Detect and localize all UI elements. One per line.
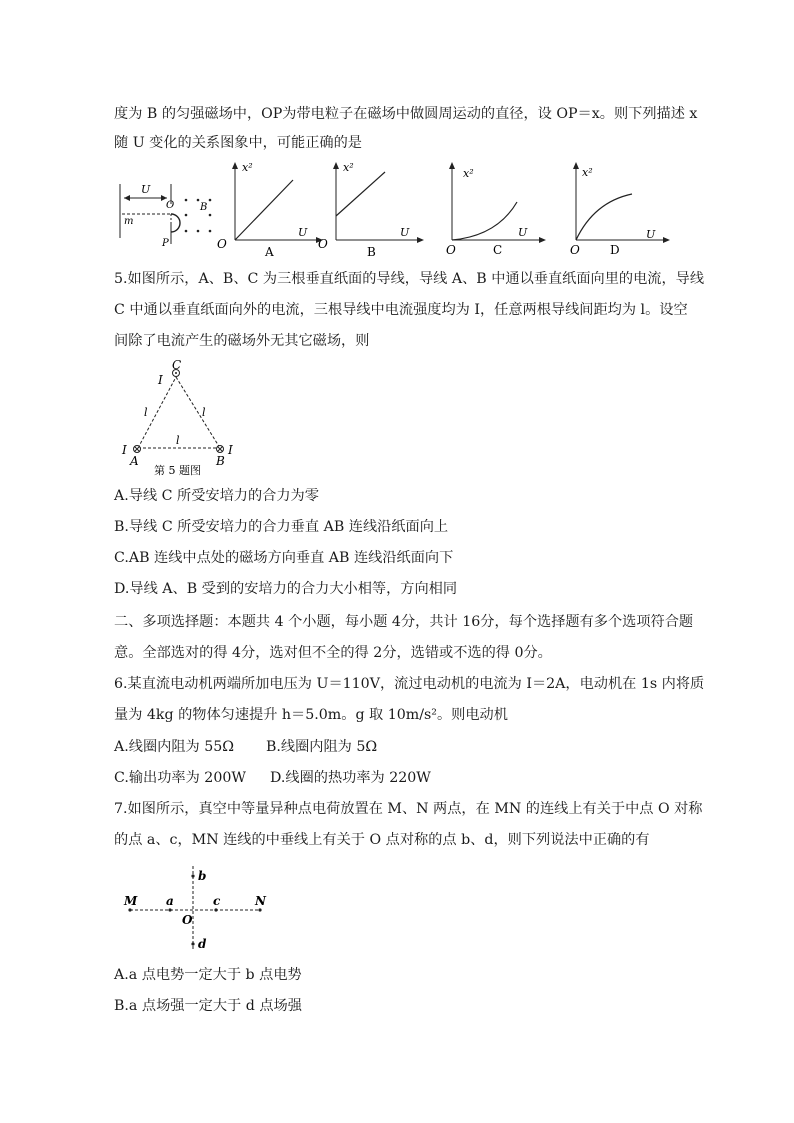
graph-B-option: B bbox=[367, 245, 376, 259]
graph-B bbox=[333, 162, 424, 243]
q5-option-a: A.导线 C 所受安培力的合力为零 bbox=[114, 488, 319, 504]
graph-B-xlabel: U bbox=[400, 226, 410, 239]
section2-line-1: 二、多项选择题：本题共 4 个小题，每小题 4分，共计 16分，每个选择题有多个选项符合题 bbox=[114, 614, 694, 630]
point-b bbox=[191, 874, 194, 877]
graph-D-ylabel: x² bbox=[582, 166, 593, 179]
label-c: c bbox=[213, 894, 221, 908]
q7-figure bbox=[118, 862, 278, 956]
curve-A bbox=[235, 180, 293, 240]
graph-B-ylabel: x² bbox=[343, 161, 354, 174]
q5-line-3: 间除了电流产生的磁场外无其它磁场，则 bbox=[114, 333, 370, 349]
setup-P-label: P bbox=[162, 238, 169, 249]
label-M: M bbox=[124, 894, 138, 908]
wire-B bbox=[217, 446, 224, 453]
label-I-C: I bbox=[158, 373, 163, 387]
wire-A bbox=[134, 446, 141, 453]
semicircle-path bbox=[171, 214, 180, 232]
q6-option-d: D.线圈的热功率为 220W bbox=[270, 770, 431, 786]
graph-C-origin: O bbox=[446, 243, 456, 257]
graph-D-option: D bbox=[610, 243, 620, 257]
label-d: d bbox=[198, 937, 207, 951]
label-C: C bbox=[172, 360, 182, 372]
q5-line-1: 5.如图所示，A、B、C 为三根垂直纸面的导线，导线 A、B 中通以垂直纸面向里的电流，导线 bbox=[114, 271, 705, 287]
q7-line-2: 的点 a、c，MN 连线的中垂线上有关于 O 点对称的点 b、d，则下列说法中正确的有 bbox=[114, 832, 650, 848]
setup-m-label: m bbox=[124, 216, 134, 227]
q5-option-c: C.AB 连线中点处的磁场方向垂直 AB 连线沿纸面向下 bbox=[114, 550, 454, 566]
graph-A-origin: O bbox=[217, 237, 227, 251]
intro-line-2: 随 U 变化的关系图象中，可能正确的是 bbox=[114, 135, 362, 151]
q7-line-1: 7.如图所示，真空中等量异种点电荷放置在 M、N 两点，在 MN 的连线上有关于中点 O 对称 bbox=[114, 801, 703, 817]
q7-option-b: B.a 点场强一定大于 d 点场强 bbox=[114, 998, 302, 1014]
label-I-B: I bbox=[228, 443, 233, 457]
setup-O-label: O bbox=[166, 200, 175, 211]
curve-C bbox=[452, 202, 517, 240]
label-side-left: l bbox=[144, 406, 148, 419]
graph-A-ylabel: x² bbox=[242, 161, 253, 174]
graph-A-xlabel: U bbox=[298, 226, 308, 239]
curve-D bbox=[576, 194, 632, 240]
section2-line-2: 意。全部选对的得 4分，选对但不全的得 2分，选错或不选的得 0分。 bbox=[114, 645, 552, 661]
intro-line-1: 度为 B 的匀强磁场中，OP为带电粒子在磁场中做圆周运动的直径，设 OP＝x。则下列描述 x bbox=[114, 106, 698, 122]
charge-M bbox=[128, 908, 131, 911]
graph-A-option: A bbox=[265, 245, 274, 259]
graph-D-origin: O bbox=[570, 243, 580, 257]
q5-option-d: D.导线 A、B 受到的安培力的合力大小相等，方向相同 bbox=[114, 581, 458, 597]
setup-U-label: U bbox=[141, 183, 151, 196]
label-side-bottom: l bbox=[176, 434, 180, 447]
label-a: a bbox=[166, 894, 174, 908]
point-a bbox=[168, 908, 171, 911]
q6-option-a: A.线圈内阻为 55Ω bbox=[114, 739, 235, 755]
q6-option-c: C.输出功率为 200W bbox=[114, 770, 246, 786]
q5-caption: 第 5 题图 bbox=[154, 464, 201, 477]
graph-C-ylabel: x² bbox=[463, 167, 474, 180]
curve-B bbox=[336, 172, 385, 216]
label-side-right: l bbox=[202, 406, 206, 419]
point-d bbox=[191, 942, 194, 945]
label-O: O bbox=[182, 913, 193, 927]
q5-line-2: C 中通以垂直纸面向外的电流，三根导线中电流强度均为 I，任意两根导线间距均为 l。设空 bbox=[114, 302, 688, 318]
q4-figure bbox=[114, 158, 674, 262]
label-N: N bbox=[255, 894, 266, 908]
graph-C-option: C bbox=[493, 243, 503, 257]
label-b: b bbox=[198, 869, 207, 883]
charge-N bbox=[258, 908, 261, 911]
graph-D-xlabel: U bbox=[646, 228, 656, 241]
graph-A bbox=[232, 162, 323, 243]
graph-B-origin: O bbox=[318, 237, 328, 251]
label-I-A: I bbox=[122, 443, 127, 457]
q6-line-2: 量为 4kg 的物体匀速提升 h＝5.0m。g 取 10m/s²。则电动机 bbox=[114, 707, 508, 723]
label-A: A bbox=[130, 454, 139, 468]
q5-figure bbox=[116, 360, 246, 478]
q6-line-1: 6.某直流电动机两端所加电压为 U＝110V，流过电动机的电流为 I＝2A，电动机在 1s 内将质 bbox=[114, 676, 705, 692]
point-c bbox=[214, 908, 217, 911]
graph-C-xlabel: U bbox=[518, 226, 528, 239]
q6-option-b: B.线圈内阻为 5Ω bbox=[266, 739, 378, 755]
setup-B-label: B bbox=[200, 202, 208, 213]
side-CB bbox=[176, 377, 220, 448]
label-B: B bbox=[216, 454, 225, 468]
q7-option-a: A.a 点电势一定大于 b 点电势 bbox=[114, 967, 302, 983]
q5-option-b: B.导线 C 所受安培力的合力垂直 AB 连线沿纸面向上 bbox=[114, 519, 449, 535]
